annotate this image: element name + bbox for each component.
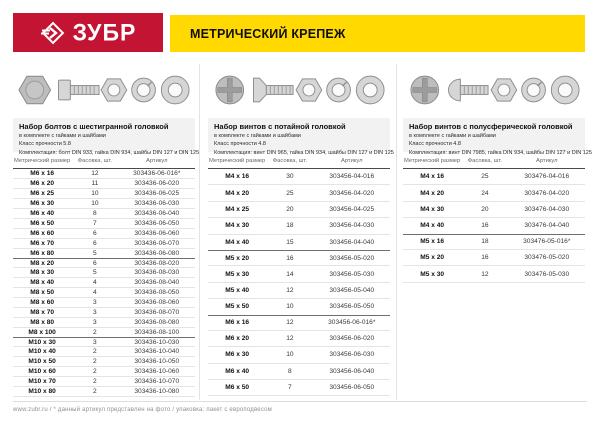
page-title-bar	[170, 15, 585, 52]
row-size: М6 х 50	[30, 220, 55, 227]
column-divider	[199, 64, 200, 400]
row-article: 303436-06-080	[134, 250, 180, 257]
row-article: 303476-04-030	[524, 205, 570, 213]
row-size: М6 х 70	[30, 240, 55, 247]
row-size: М8 х 50	[30, 289, 55, 296]
row-article: 303476-04-040	[524, 222, 570, 230]
row-size: М8 х 30	[30, 269, 55, 276]
row-qty: 25	[481, 173, 489, 181]
row-size: М5 х 16	[420, 238, 445, 246]
row-size: М6 х 16	[225, 319, 250, 327]
column-divider	[396, 64, 397, 400]
row-article: 303476-05-020	[524, 254, 570, 262]
row-article: 303456-04-030	[329, 222, 375, 230]
row-size: М8 х 80	[30, 319, 55, 326]
row-qty: 3	[93, 309, 97, 316]
page-title: МЕТРИЧЕСКИЙ КРЕПЕЖ	[190, 26, 346, 41]
row-article: 303456-06-030	[329, 351, 375, 359]
row-qty: 2	[93, 388, 97, 395]
row-size: М8 х 40	[30, 279, 55, 286]
brand-logo-box	[13, 13, 163, 52]
product-title: Набор болтов с шестигранной головкой	[19, 122, 169, 131]
col-header-size: Метрический размер	[13, 158, 71, 164]
row-qty: 4	[93, 289, 97, 296]
row-article: 303436-06-040	[134, 210, 180, 217]
table-row	[13, 258, 195, 268]
row-article: 303436-06-030	[134, 200, 180, 207]
row-size: М8 х 60	[30, 299, 55, 306]
row-article: 303456-04-025	[329, 205, 375, 213]
row-size: М4 х 16	[420, 173, 445, 181]
table-row	[403, 250, 585, 266]
countersunk-screw-kit-photo	[208, 62, 390, 118]
row-size: М4 х 20	[420, 189, 445, 197]
table-row	[403, 266, 585, 282]
table-body	[208, 169, 390, 396]
row-size: М6 х 40	[225, 367, 250, 375]
row-size: М4 х 40	[420, 222, 445, 230]
table-row	[208, 235, 390, 251]
row-size: М4 х 20	[225, 189, 250, 197]
row-size: М6 х 16	[30, 170, 55, 177]
table-row	[208, 266, 390, 282]
product-kit: Комплектация: винт DIN 7985, гайка DIN 934, шайбы DIN 127 и DIN 125	[409, 149, 592, 156]
row-size: М6 х 60	[30, 230, 55, 237]
row-size: М6 х 30	[225, 351, 250, 359]
row-article: 303456-06-016*	[328, 319, 376, 327]
row-qty: 3	[93, 338, 97, 346]
row-qty: 15	[286, 238, 294, 246]
row-qty: 18	[286, 222, 294, 230]
row-article: 303436-06-016*	[133, 170, 181, 177]
row-qty: 5	[93, 269, 97, 276]
row-size: М4 х 30	[420, 205, 445, 213]
product-title: Набор винтов с потайной головкой	[214, 122, 346, 131]
table-body	[13, 169, 195, 397]
row-article: 303456-04-020	[329, 189, 375, 197]
table-row	[13, 229, 195, 239]
row-article: 303476-04-020	[524, 189, 570, 197]
table-row	[13, 219, 195, 229]
row-article: 303436-10-080	[134, 388, 180, 395]
table-row	[13, 288, 195, 298]
row-qty: 3	[93, 299, 97, 306]
row-qty: 16	[481, 254, 489, 262]
row-size: М6 х 30	[30, 200, 55, 207]
table-row	[403, 202, 585, 218]
row-article: 303436-08-040	[134, 279, 180, 286]
row-qty: 11	[91, 180, 99, 187]
row-article: 303456-04-040	[329, 238, 375, 246]
footer-divider	[13, 401, 587, 402]
row-qty: 10	[286, 303, 294, 311]
row-article: 303476-05-016*	[523, 238, 571, 246]
row-qty: 7	[93, 220, 97, 227]
row-qty: 10	[91, 200, 99, 207]
product-title: Набор винтов с полусферической головкой	[409, 122, 573, 131]
row-article: 303436-08-030	[134, 269, 180, 276]
product-info-block	[208, 118, 394, 156]
row-qty: 2	[93, 358, 97, 365]
product-column-countersunk-screws	[208, 62, 394, 396]
row-size: М10 х 30	[28, 338, 56, 346]
row-qty: 10	[91, 190, 99, 197]
row-size: М5 х 20	[420, 254, 445, 262]
row-size: М5 х 30	[225, 270, 250, 278]
table-row	[403, 234, 585, 250]
row-qty: 12	[286, 319, 294, 327]
product-info-block	[13, 118, 200, 156]
product-column-hex-bolts	[13, 62, 200, 397]
row-size: М6 х 20	[225, 335, 250, 343]
col-header-qty: Фасовка, шт.	[272, 158, 308, 164]
table-row	[403, 169, 585, 185]
row-qty: 16	[286, 254, 294, 262]
table-row	[208, 347, 390, 363]
row-article: 303436-08-070	[134, 309, 180, 316]
table-row	[208, 169, 390, 185]
row-article: 303436-08-080	[134, 319, 180, 326]
col-header-article: Артикул	[535, 158, 558, 164]
row-article: 303436-10-040	[134, 348, 180, 355]
row-qty: 16	[481, 222, 489, 230]
table-row	[13, 169, 195, 179]
col-header-qty: Фасовка, шт.	[77, 158, 113, 164]
table-row	[13, 367, 195, 377]
table-row	[13, 298, 195, 308]
table-body	[403, 169, 585, 283]
col-header-qty: Фасовка, шт.	[467, 158, 503, 164]
product-kit: Комплектация: болт DIN 933, гайка DIN 934, шайбы DIN 127 и DIN 125	[19, 149, 200, 156]
row-size: М4 х 16	[225, 173, 250, 181]
table-row	[208, 331, 390, 347]
table-row	[208, 202, 390, 218]
table-row	[13, 268, 195, 278]
table-row	[13, 357, 195, 367]
row-article: 303436-10-030	[134, 338, 180, 346]
row-qty: 14	[286, 270, 294, 278]
col-header-size: Метрический размер	[208, 158, 266, 164]
row-article: 303456-06-050	[329, 384, 375, 392]
row-size: М8 х 20	[30, 259, 55, 267]
product-strength-class: Класс прочности 4.8	[214, 141, 266, 148]
row-qty: 2	[93, 348, 97, 355]
row-article: 303436-06-025	[134, 190, 180, 197]
row-article: 303436-10-070	[134, 378, 180, 385]
row-qty: 4	[93, 279, 97, 286]
product-subtitle: в комплекте с гайками и шайбами	[409, 133, 496, 139]
row-size: М4 х 30	[225, 222, 250, 230]
product-strength-class: Класс прочности 5.8	[19, 141, 71, 148]
table-row	[13, 239, 195, 249]
row-article: 303476-04-016	[524, 173, 570, 181]
row-qty: 12	[286, 335, 294, 343]
table-row	[13, 199, 195, 209]
row-article: 303436-10-060	[134, 368, 180, 375]
hex-bolt-kit-photo	[13, 62, 195, 118]
row-article: 303456-06-020	[329, 335, 375, 343]
row-size: М5 х 40	[225, 286, 250, 294]
row-article: 303456-06-040	[329, 367, 375, 375]
product-column-pan-head-screws	[403, 62, 592, 283]
row-article: 303436-08-060	[134, 299, 180, 306]
table-row	[13, 179, 195, 189]
row-qty: 12	[481, 270, 489, 278]
row-size: М6 х 80	[30, 250, 55, 257]
product-subtitle: в комплекте с гайками и шайбами	[19, 133, 106, 139]
table-row	[208, 299, 390, 315]
table-row	[208, 250, 390, 266]
row-article: 303456-05-020	[329, 254, 375, 262]
row-article: 303436-10-050	[134, 358, 180, 365]
table-row	[13, 377, 195, 387]
row-article: 303436-08-020	[134, 259, 180, 267]
row-qty: 10	[286, 351, 294, 359]
table-row	[208, 283, 390, 299]
row-qty: 8	[288, 367, 292, 375]
row-qty: 30	[286, 173, 294, 181]
col-header-article: Артикул	[145, 158, 168, 164]
table-row	[208, 315, 390, 331]
brand-name: ЗУБР	[72, 18, 137, 46]
row-qty: 2	[93, 368, 97, 375]
table-row	[13, 308, 195, 318]
row-qty: 6	[93, 240, 97, 247]
product-strength-class: Класс прочности 4.8	[409, 141, 461, 148]
col-header-article: Артикул	[340, 158, 363, 164]
product-kit: Комплектация: винт DIN 965, гайка DIN 934, шайбы DIN 127 и DIN 125	[214, 149, 394, 156]
table-row	[208, 364, 390, 380]
row-size: М6 х 25	[30, 190, 55, 197]
row-article: 303476-05-030	[524, 270, 570, 278]
pan-head-screw-kit-photo	[403, 62, 585, 118]
row-qty: 3	[93, 319, 97, 326]
row-size: М10 х 50	[28, 358, 56, 365]
row-qty: 12	[286, 286, 294, 294]
row-article: 303436-06-070	[134, 240, 180, 247]
row-article: 303456-05-050	[329, 303, 375, 311]
row-article: 303436-08-050	[134, 289, 180, 296]
row-size: М5 х 50	[225, 303, 250, 311]
row-size: М5 х 20	[225, 254, 250, 262]
row-qty: 20	[481, 205, 489, 213]
table-row	[13, 278, 195, 288]
row-qty: 25	[286, 189, 294, 197]
row-article: 303436-08-100	[134, 329, 180, 336]
row-qty: 24	[481, 189, 489, 197]
product-info-block	[403, 118, 592, 156]
table-row	[208, 185, 390, 201]
table-row	[403, 218, 585, 234]
row-article: 303436-06-020	[134, 180, 180, 187]
row-qty: 2	[93, 329, 97, 336]
row-size: М6 х 40	[30, 210, 55, 217]
row-size: М10 х 60	[28, 368, 56, 375]
row-article: 303456-04-016	[329, 173, 375, 181]
row-article: 303456-05-030	[329, 270, 375, 278]
row-size: М6 х 50	[225, 384, 250, 392]
footer-note: www.zubr.ru / * данный артикул представлен на фото / упаковка: пакет с европодвесом	[13, 407, 272, 413]
row-size: М10 х 70	[28, 378, 56, 385]
col-header-size: Метрический размер	[403, 158, 461, 164]
row-qty: 6	[93, 230, 97, 237]
row-article: 303436-06-060	[134, 230, 180, 237]
row-size: М5 х 30	[420, 270, 445, 278]
row-qty: 20	[286, 205, 294, 213]
table-row	[13, 387, 195, 397]
row-qty: 6	[93, 259, 97, 267]
row-size: М8 х 100	[28, 329, 56, 336]
zubr-arrow-icon	[40, 20, 66, 46]
row-size: М10 х 40	[28, 348, 56, 355]
row-size: М8 х 70	[30, 309, 55, 316]
table-row	[208, 218, 390, 234]
row-qty: 2	[93, 378, 97, 385]
row-size: М10 х 80	[28, 388, 56, 395]
row-article: 303456-05-040	[329, 286, 375, 294]
row-size: М4 х 40	[225, 238, 250, 246]
table-row	[13, 337, 195, 347]
table-row	[13, 189, 195, 199]
row-qty: 5	[93, 250, 97, 257]
table-row	[13, 318, 195, 328]
table-row	[13, 347, 195, 357]
table-row	[208, 380, 390, 396]
product-subtitle: в комплекте с гайками и шайбами	[214, 133, 301, 139]
table-row	[403, 185, 585, 201]
row-size: М6 х 20	[30, 180, 55, 187]
table-row	[13, 209, 195, 219]
row-qty: 7	[288, 384, 292, 392]
row-qty: 12	[91, 170, 99, 177]
row-size: М4 х 25	[225, 205, 250, 213]
row-qty: 8	[93, 210, 97, 217]
row-qty: 18	[481, 238, 489, 246]
row-article: 303436-06-050	[134, 220, 180, 227]
